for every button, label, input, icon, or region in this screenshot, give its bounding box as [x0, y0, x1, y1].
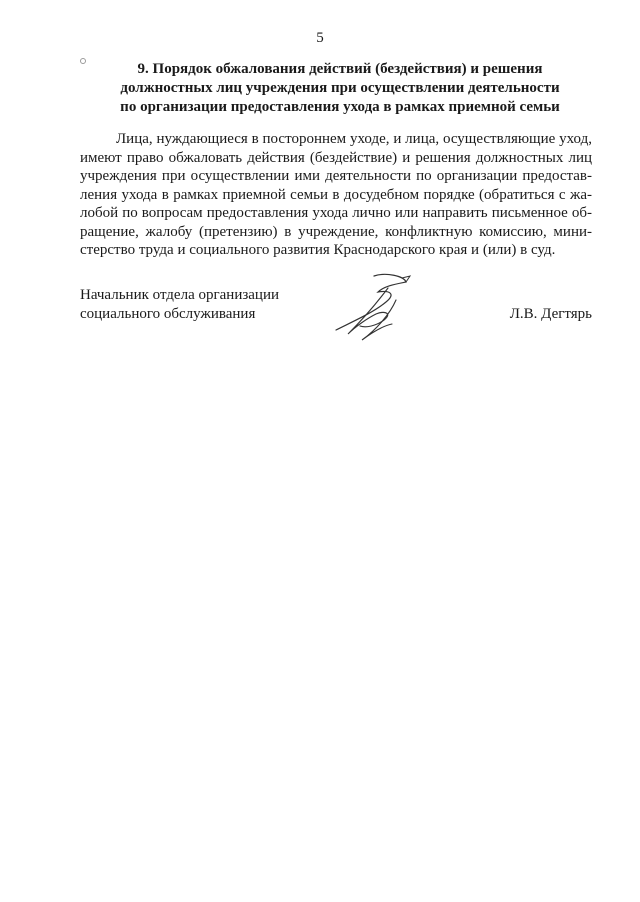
section-body-paragraph	[80, 130, 592, 260]
paragraph-line: ления ухода в рамках приемной семьи в досудебном порядке (обратиться с жа-	[80, 186, 592, 203]
heading-line: по организации предоставления ухода в рамках приемной семьи	[120, 99, 560, 115]
signer-title	[80, 286, 279, 324]
paragraph-line: Лица, нуждающиеся в постороннем уходе, и лица, осуществляющие уход,	[116, 131, 592, 147]
heading-line: должностных лиц учреждения при осуществлении деятельности	[120, 80, 560, 96]
paragraph-line: стерство труда и социального развития Краснодарского края и (или) в суд.	[80, 242, 556, 258]
paragraph-line: лобой по вопросам предоставления ухода лично или направить письменное об-	[80, 205, 592, 221]
page-number: 5	[316, 30, 324, 46]
paragraph-line: имеют право обжаловать действия (бездействие) и решения должностных лиц	[80, 149, 592, 166]
heading-line: 9. Порядок обжалования действий (бездействия) и решения	[137, 61, 543, 77]
signer-title-line: социального обслуживания	[80, 306, 256, 322]
paragraph-line: учреждения при осуществлении ими деятельности по организации предостав-	[80, 168, 592, 184]
paragraph-line: ращение, жалобу (претензию) в учреждение, конфликтную комиссию, мини-	[80, 223, 592, 240]
signer-title-line: Начальник отдела организации	[80, 287, 280, 303]
handwritten-signature	[326, 270, 416, 350]
section-heading	[80, 60, 600, 117]
signer-name: Л.В. Дегтярь	[509, 306, 592, 322]
